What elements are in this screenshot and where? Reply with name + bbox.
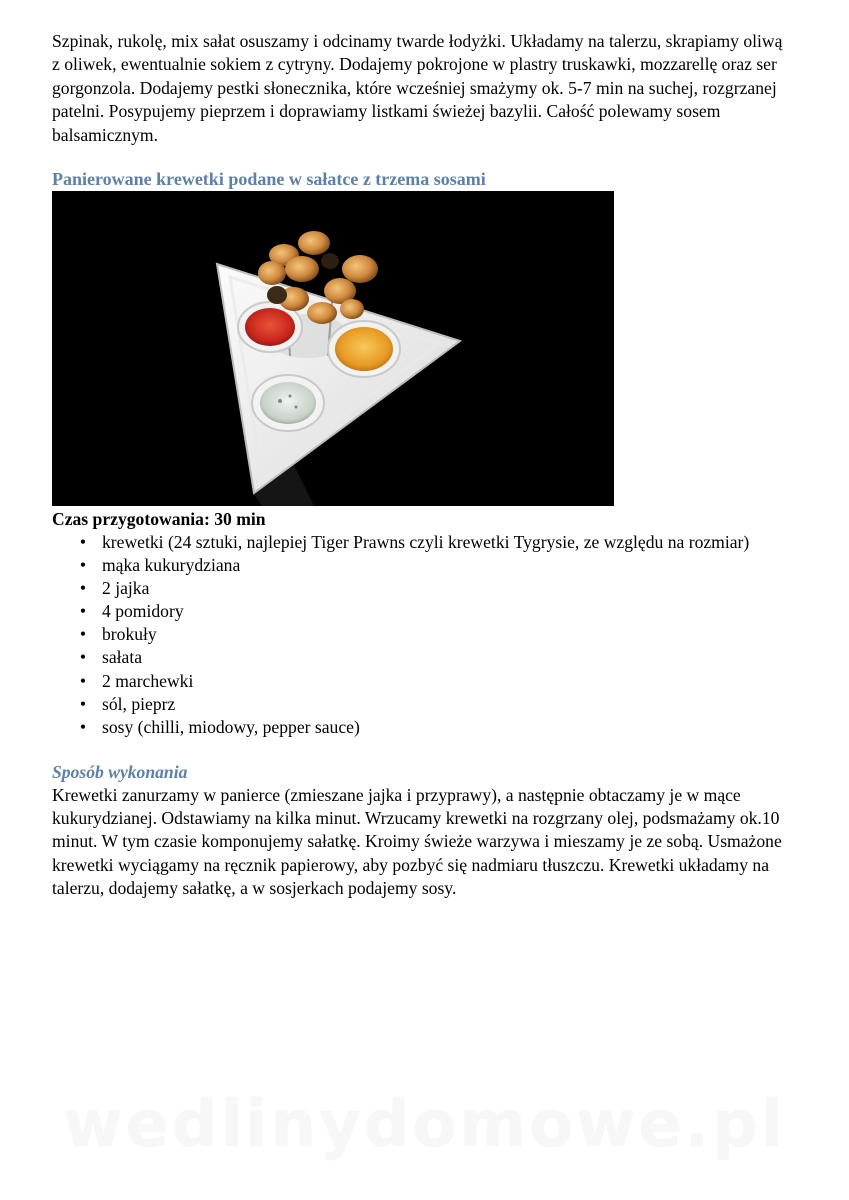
bullet-icon: • — [79, 578, 87, 599]
list-item — [52, 554, 792, 577]
bullet-icon: • — [79, 624, 87, 645]
ingredient-text: mąka kukurydziana — [102, 555, 241, 576]
method-title: Sposób wykonania — [52, 762, 188, 782]
list-item — [52, 531, 792, 554]
method-paragraph: Krewetki zanurzamy w panierce (zmieszane jajka i przyprawy), a następnie obtaczamy je w mące kukurydzianej. Odstawiamy na kilka minut. Wrzucamy krewetki na rozgrzany olej, podsmażamy ok.10 minut. W tym czasie komponujemy sałatkę. Kroimy świeże warzywa i mieszamy je ze sobą. Usmażone krewetki wyciągamy na ręcznik papierowy, aby pozbyć się nadmiaru tłuszczu. Krewetki układamy na talerzu, dodajemy sałatkę, a w sosjerkach podajemy sosy. — [52, 785, 782, 898]
ingredient-text: brokuły — [102, 624, 157, 645]
list-item — [52, 693, 792, 716]
list-item — [52, 600, 792, 623]
ingredient-text: 4 pomidory — [102, 601, 184, 622]
list-item — [52, 577, 792, 600]
ingredient-text: sosy (chilli, miodowy, pepper sauce) — [102, 716, 360, 737]
bullet-icon: • — [79, 716, 87, 737]
ingredient-text: sałata — [102, 647, 143, 668]
watermark: wedlinydomowe.pl — [63, 1088, 786, 1162]
ingredient-text: sól, pieprz — [102, 693, 176, 714]
bullet-icon: • — [79, 647, 87, 668]
bullet-icon: • — [79, 532, 87, 552]
recipe-photo — [52, 191, 614, 506]
recipe-title: Panierowane krewetki podane w sałatce z trzema sosami — [52, 169, 486, 189]
prep-time: Czas przygotowania: 30 min — [52, 509, 266, 529]
shrimp-plate-image — [52, 191, 614, 506]
bullet-icon: • — [79, 693, 87, 714]
list-item — [52, 646, 792, 669]
list-item — [52, 670, 792, 693]
ingredients-list — [52, 531, 792, 739]
bullet-icon: • — [79, 601, 87, 622]
ingredient-text: 2 jajka — [102, 578, 150, 599]
bullet-icon: • — [79, 670, 87, 691]
list-item — [52, 623, 792, 646]
bullet-icon: • — [79, 555, 87, 576]
ingredient-text: krewetki (24 sztuki, najlepiej Tiger Prawns czyli krewetki Tygrysie, ze względu na rozmiar) — [102, 532, 750, 552]
list-item — [52, 716, 792, 739]
intro-paragraph: Szpinak, rukolę, mix sałat osuszamy i odcinamy twarde łodyżki. Układamy na talerzu, skrapiamy oliwą z oliwek, ewentualnie sokiem z cytryny. Dodajemy pokrojone w plastry truskawki, mozzarellę oraz ser gorgonzola. Dodajemy pestki słonecznika, które wcześniej smażymy ok. 5-7 min na suchej, rozgrzanej patelni. Posypujemy pieprzem i doprawiamy listkami świeżej bazylii. Całość polewamy sosem balsamicznym. — [52, 31, 783, 145]
ingredient-text: 2 marchewki — [102, 670, 194, 691]
